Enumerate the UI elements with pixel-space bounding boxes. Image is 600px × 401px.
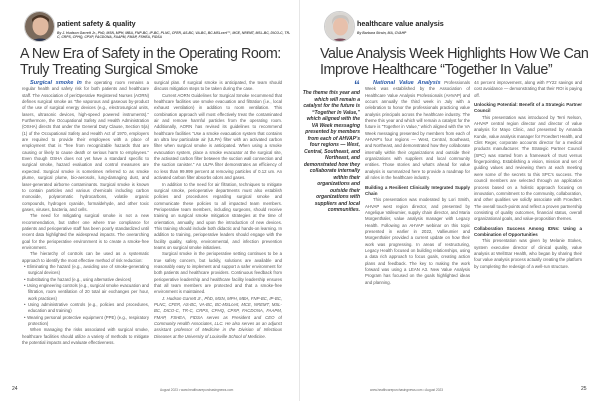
paragraph: When managing the risks associated with surgical smoke, healthcare facilities should utilize a variety of methods to mitigate the potential impacts and evaluate effectiveness. bbox=[22, 327, 149, 346]
bullet-item: • Using engineering controls (e.g., surgical smoke evacuation and filtration, room ventilation of 20 total air exchanges per hour, work practices) bbox=[24, 283, 149, 301]
bullet-item: • Substituting the hazard (e.g., using alternative devices) bbox=[24, 276, 132, 282]
pull-quote bbox=[302, 80, 360, 214]
section-title: healthcare value analysis bbox=[357, 19, 444, 28]
lead-in: Surgical smoke in bbox=[30, 80, 82, 86]
page-footer: www.healthcarepurchasingnews.com • August 2023 bbox=[370, 388, 444, 392]
bullet-item: • Eliminating the hazard (e.g., avoiding use of smoke-generating surgical devices) bbox=[24, 263, 149, 276]
paragraph: The need for mitigating surgical smoke is not a new recommendation, but rather one where true compliance for patients and perioperative staff has been poorly standardized until recent data highlighted the widespread impacts. The overarching goal for the perioperative environment is to create a smoke-free environment. bbox=[22, 213, 149, 250]
article-title: A New Era of Safety in the Operating Room: Truly Treating Surgical Smoke bbox=[20, 46, 281, 78]
quote-mark-icon: “ bbox=[354, 78, 360, 92]
article-column-2 bbox=[474, 80, 582, 373]
lead-in: National Value Analysis bbox=[373, 80, 441, 86]
paragraph: This presentation was given by Melanie Stokes, system executive director of clinical quality, value analysis at WellStar Health, who began by sharing their four value analysis process actually creating the platform by completing the redesign of a well-run structure. bbox=[474, 238, 582, 269]
paragraph: 44 percent improvement, along with FY22 savings and cost avoidance — demonstrating that their ROI is paying off. bbox=[474, 80, 582, 98]
subheading: Unlocking Potential: Benefit of a Strategic Partner Council bbox=[474, 102, 582, 114]
paragraph: This presentation was moderated by Lori Smith, AHVAP west region director, and presented by Angelique Valleumier, supply chain director, and Maria Morgenthaler, value analysis manager with Legacy Health. Following an AHVAP webinar on this topic presented in earlier in 2022, Vallieumier and Morgenthaler provided a current update on how their work was progressing. In areas of restructuring, Legacy Health focused on building relationships, using a data rich approach to focus goals, creating action plans and feedback. The key to making the work forward was using a LEAN A3. New Value Analysis Program has focused on the goals highlighted ideas and planning. bbox=[365, 197, 470, 285]
paragraph: Professionals Week was established by the Association of Healthcare Value Analysis Professionals (AHVAP) and occurs annually the third week in July with a celebration to honor the professionals practicing value analysis principals across the healthcare industry. The theme this year and which will remain a catalyst for the future is "Together in Value," which aligned with the VA Week messaging presented by members from each of AHVAP's four regions — West, Central, Southeast, and Northeast, and demonstrated how they collaborate internally within their organizations and outside their organizations with suppliers and local community entities. Those stories and what's ahead for value analysis is summarized here to provide a roadmap for all roles in the healthcare industry. bbox=[365, 80, 470, 181]
byline: By J. Hudson Garrett Jr., PhD, MSN, MPH, MBA, FNP-BC, IP-BC, PLNC, CFER, AS-BC, VA-BC, BC-MSLcert™, MCE, NREMT, MSL-BC, DICO-C, TR-C, CRPS, CPHQ, CPXP, FACDONA, FAAPM, FMAP, FSHEA, FIDSA bbox=[57, 31, 291, 40]
paragraph: Surgical smoke in the perioperative setting continues to be a true safety concern, but luckily, solutions are available and reasonably easy to implement and support a safer environment for both patients and healthcare providers. Continuous feedback from perioperative leadership and healthcare facility leadership ensures that all team members are protected and that a smoke-free environment is maintained. bbox=[154, 251, 282, 295]
author-headshot bbox=[24, 11, 55, 42]
article-column-1 bbox=[22, 80, 149, 373]
paragraph: Current AORN Guidelines for Surgical Smoke recommend that healthcare facilities use smoke evacuation and filtration (i.e., local exhaust ventilation) in addition to room ventilation. This combination approach will most effectively treat the contaminated air and remove harmful particles from the operating room. Additionally, AORN has revised its guidelines to recommend healthcare facilities "Use a smoke evacuation system that contains an ultra low particulate air (ULPA) filter with an activated carbon filter when surgical smoke is anticipated. When using a smoke evacuation system, place a smoke evacuator at the surgical site, the activated carbon filter between the suction wall connection and the suction canister." An ULPA filter demonstrates an efficiency of no less than 99.999 percent at removing particles of 0.12 um. An activated carbon filter absorbs odors and gases. bbox=[154, 92, 282, 181]
page-footer: August 2023 • www.healthcarepurchasingnews.com bbox=[160, 388, 234, 392]
subheading: Building a Resilient Clinically Integrated Supply Chain bbox=[365, 184, 470, 196]
bullet-item: • Wearing personal protective equipment (PPE) (e.g., respiratory protection) bbox=[24, 314, 149, 327]
paragraph: the operating room remains a regular health and safety risk for both patients and healthcare staff. The Association of periOperative Registered Nurses (AORN) defines surgical smoke as "the vaporous and gaseous by-product of the use of surgical energy devices (e.g., electrosurgical units, lasers, ultrasonic devices, high-speed powered instruments)." Furthermore, the Occupational Safety and Health Administration (OSHA) directs that under the General Duty Clause, Section 5(a)(1) of the Occupational Safety and Health Act of 1970, employers are required to provide their employees with a place of employment that is "free from recognizable hazards that are causing or likely to cause death or serious harm to employees." Even though OSHA does not yet have a standard specific to surgical smoke, hazard evaluation and control measures are expected. Surgical smoke is sometimes referred to as smoke plume, surgical plume, bio-aerosols, lung-damaging dust, and laser-generated airborne contaminants. Surgical smoke is known to contain particles and various chemicals including carbon monoxide, polyaromatic hydrocarbons, volatile organic compounds, hydrogen cyanide, formaldehyde, and other toxic gases, viruses, bacteria, and cells. bbox=[22, 80, 149, 212]
paragraph: This presentation was introduced by Terri Nelson, AHVAP central region director and director of value analysis for Mayo Clinic, and presented by Amanda Kunde, value analysis manager for Froedtert Health, and Clint Reger, corporate accounts director for a medical products manufacturer. The Strategic Partner Council (SPC) was started from a framework of trust versus fingerpointing. Establishing a vision, mission and set of guiding values and reviewing them at each meeting were some of the secrets to this SPC's success. The council members are selected through an application process based on a holistic approach focusing on innovation, commitment to the community, collaboration, and other qualities we solidly associate with Froedtert. The overall touch-points and reflect a proven partnership consisting of quality outcomes, financial status, overall organizational goals, and value-proposition themes. bbox=[474, 114, 582, 222]
subheading: Collaboration Success Among IDNs: Using a Combination of Opportunities bbox=[474, 225, 582, 237]
article-title: Value Analysis Week Highlights How We Can Improve Healthcare “Together In Value” bbox=[320, 46, 589, 78]
section-title: patient safety & quality bbox=[57, 19, 136, 28]
bullet-item: • Using administrative controls (e.g., policies and procedures, education and training) bbox=[24, 302, 149, 314]
page-number: 25 bbox=[581, 386, 587, 392]
author-bio: J. Hudson Garrett Jr., PhD, MSN, MPH, MBA, FNP-BC, IP-BC, PLNC, CFER, AS-BC, VA-BC, BC-MSLcert, MCE, NREMT, MSL-BC, DICO-C, TR-C, CRPS, CPHQ, CPXP, FACDONA, FAAPM, FMAP, FSHEA, FIDSA serves as President and CEO of Community Health Associates, LLC. He also serves as an adjunct assistant professor of Medicine in the Division of Infectious Diseases at the University of Louisville School of Medicine. bbox=[154, 295, 282, 339]
pull-quote-text: The theme this year and which will remain a catalyst for the future is “Together In Value,” which aligned with the VA Week messaging presented by members from each of AHVAP’s four regions — West, Central, Southeast, and Northeast, and demonstrated how they collaborate internally within their organizations and outside their organizations with suppliers and local communities. bbox=[302, 90, 360, 213]
paragraph: The hierarchy of controls can be used as a systematic approach to identify the most effective method of risk reduction: bbox=[22, 251, 149, 263]
page-number: 24 bbox=[12, 386, 18, 392]
paragraph: surgical plan. If surgical smoke is anticipated, the team should discuss mitigation steps to be taken during the case. bbox=[154, 80, 282, 92]
article-column-2 bbox=[154, 80, 282, 373]
right-page bbox=[300, 0, 600, 401]
author-headshot bbox=[324, 11, 355, 42]
article-column-1 bbox=[365, 80, 470, 373]
paragraph: In addition to the need for air filtration, techniques to mitigate surgical smoke, perioperative departments must also establish policies and procedures regarding surgical smoke and communicate these policies to all impacted team members. Perioperative team members, including surgeons, should receive training on surgical smoke mitigation strategies at the time of orientation, annually, and upon the introduction of new devices. This training should include both didactic and hands-on learning. In addition to training, perioperative leaders should engage with the facility quality, safety, environmental, and infection prevention teams on surgical smoke initiatives. bbox=[154, 181, 282, 250]
byline: By Barbara Strain, MA, CVAHP bbox=[357, 31, 407, 35]
